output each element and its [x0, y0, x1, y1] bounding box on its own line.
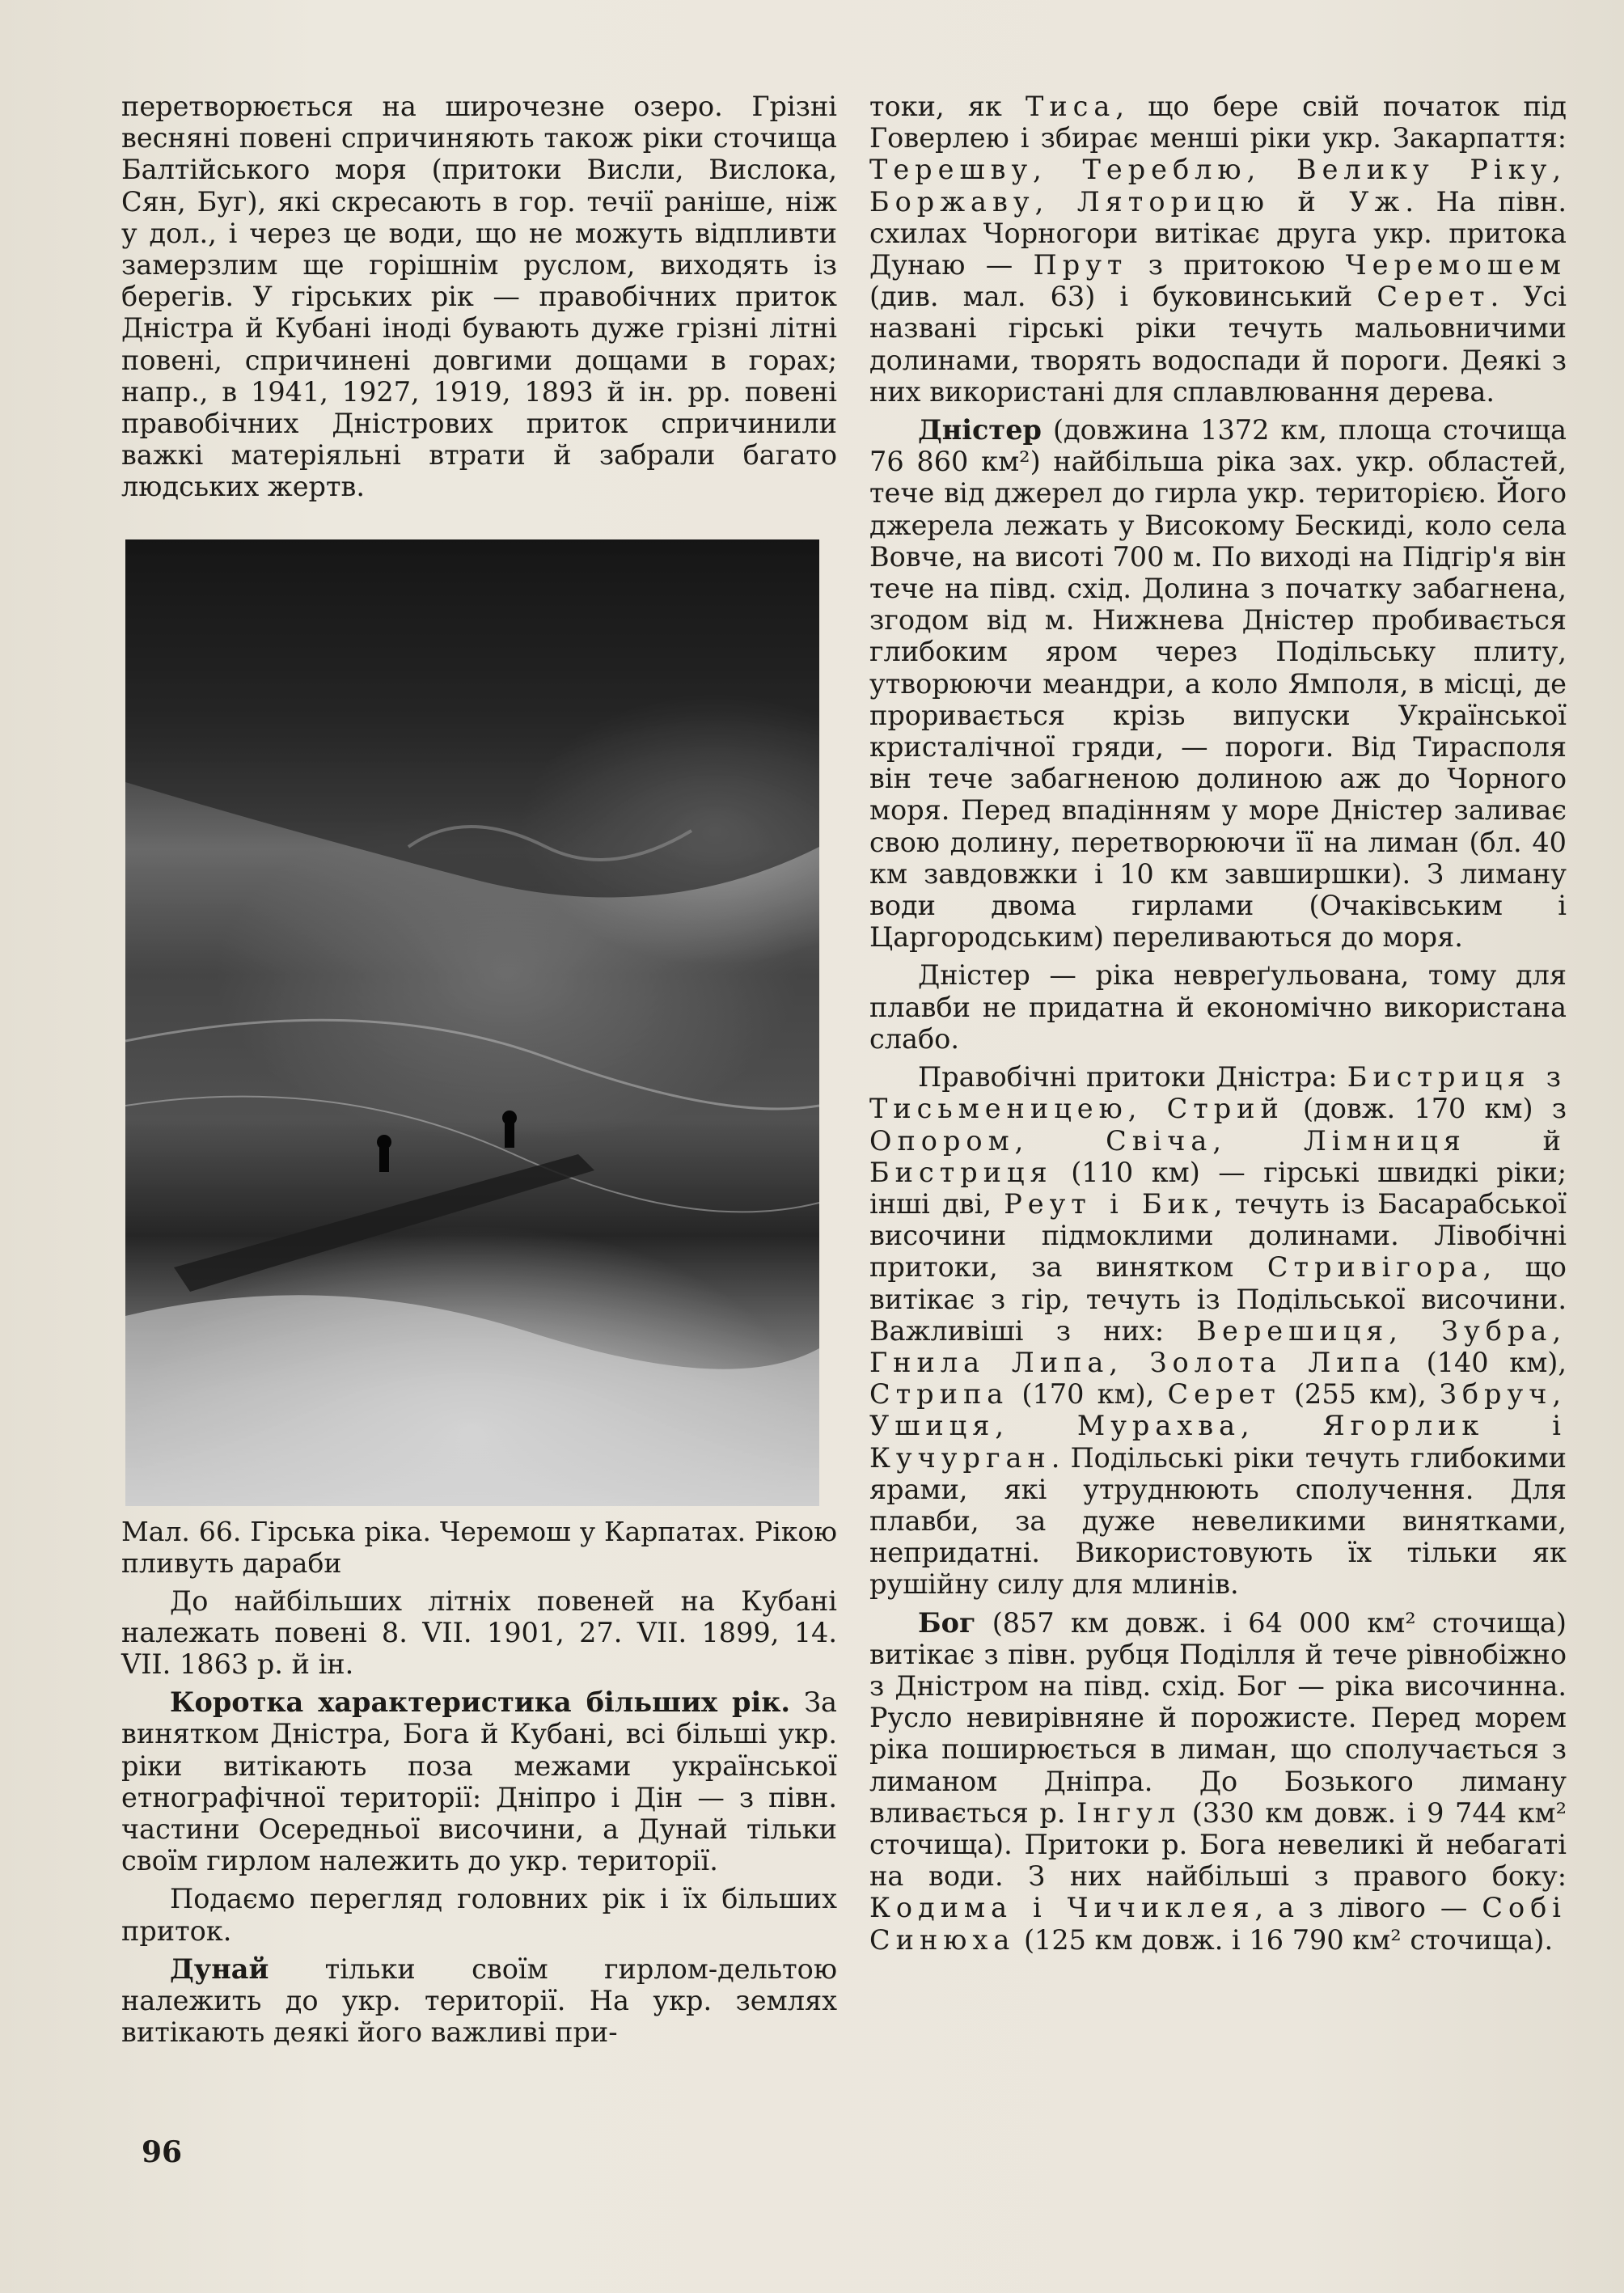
figure-caption: Мал. 66. Гірська ріка. Черемош у Карпатах. Рікою пливуть дараби — [121, 1515, 837, 1579]
paragraph-floods: перетворюється на широчезне озеро. Грізні весняні повені спричиняють також ріки сточища Балтійського моря (притоки Висли, Вислока, Сян, Буг), які скресають в гор. течії раніше, ніж у дол., і через це води, що не можуть відпливти замерзлим ще горішнім руслом, виходять із берегів. У гірських рік — правобічних приток Дністра й Кубані іноді бувають дуже грізні літні повені, спричинені довгими дощами в горах; напр., в 1941, 1927, 1919, 1893 й ін. рр. повені правобічних Дністрових приток спричинили важкі матеріяльні втрати й забрали багато людських жертв. — [121, 91, 837, 503]
left-column — [121, 91, 837, 2048]
dnister-heading: Дністер — [918, 414, 1042, 446]
danube-heading: Дунай — [170, 1952, 269, 1985]
paragraph-danube — [121, 1953, 837, 2049]
paragraph-dnister-tributaries: Правобічні притоки Дністра: Бистриця з Тисьменицею, Стрий (довж. 170 км) з Опором, Свіча, Лімниця й Бистриця (110 км) — гірські швидкі ріки; інші дві, Реут і Бик, течуть із Басарабської височини підмоклими долинами. Лівобічні притоки, за винятком Стривігора, що витікає з гір, течуть із Подільської височини. Важливіші з них: Верешиця, Зубра, Гнила Липа, Золота Липа (140 км), Стрипа (170 км), Серет (255 км), Збруч, Ушиця, Мурахва, Ягорлик і Кучурган. Подільські ріки течуть глибокими ярами, які утруднюють сполучення. Для плавби, за дуже невеликими винятками, непридатні. Використовують їх тільки як рушійну силу для млинів. — [869, 1061, 1567, 1601]
paragraph-kuban-floods: До найбільших літніх повеней на Кубані належать повені 8. VII. 1901, 27. VII. 1899, 14. VII. 1863 р. й ін. — [121, 1584, 837, 1681]
right-column — [869, 91, 1567, 1956]
section-heading: Коротка характеристика більших рік. — [170, 1686, 791, 1719]
page-number: 96 — [142, 2135, 183, 2169]
paragraph-rivers-overview-text: За винятком Дністра, Бога й Кубані, всі більші укр. ріки витікають поза межами української етнографічної території: Дніпро і Дін — з півн. частини Осередньої височини, а Дунай тільки своїм гирлом належить до укр. території. — [121, 1686, 837, 1877]
river-photo — [125, 539, 819, 1506]
paragraph-boh: Бог (857 км довж. і 64 000 км² сточища) витікає з півн. рубця Поділля й тече рівнобіжно з Дністром на півд. схід. Бог — ріка височинна. Русло невирівняне й порожисте. Перед морем ріка поширюється в лиман, що сполучається з лиманом Дніпра. До Бозького лиману вливається р. Інгул (330 км довж. і 9 744 км² сточища). Притоки р. Бога невеликі й небагаті на води. З них найбільші з правого боку: Кодима і Чичиклея, а з лівого — Собі Синюха (125 км довж. і 16 790 км² сточища). — [869, 1606, 1567, 1956]
paragraph-tysa: токи, як Тиса, що бере свій початок під Говерлею і збирає менші ріки укр. Закарпаття: Терешву, Тереблю, Велику Ріку, Боржаву, Ляторицю й Уж. На півн. схилах Чорногори витікає друга укр. притока Дунаю — Прут з притокою Черемошем (див. мал. 63) і буковинський Серет. Усі названі гірські ріки течуть мальовничими долинами, творять водоспади й пороги. Деякі з них використані для сплавлювання дерева. — [869, 91, 1567, 408]
paragraph-review: Подаємо перегляд головних рік і їх більших приток. — [121, 1883, 837, 1947]
river-photo-illustration — [125, 539, 819, 1506]
paragraph-rivers-overview — [121, 1686, 837, 1876]
boh-heading: Бог — [918, 1606, 976, 1639]
paragraph-danube-text: тільки своїм гирлом-дельтою належить до укр. території. На укр. землях витікають деякі його важливі при- — [121, 1952, 837, 2049]
paragraph-dnister-navigation: Дністер — ріка невреґульована, тому для плавби не придатна й економічно використана слабо. — [869, 959, 1567, 1055]
paragraph-dnister: Дністер (довжина 1372 км, площа сточища 76 860 км²) найбільша ріка зах. укр. областей, тече від джерел до гирла укр. територією. Його джерела лежать у Високому Бескиді, коло села Вовче, на висоті 700 м. По виході на Підгір'я він тече на півд. схід. Долина з початку забагнена, згодом від м. Нижнева Дністер пробивається глибоким яром через Подільську плиту, утворюючи меандри, а коло Ямполя, в місці, де проривається крізь випуски Української кристалічної гряди, — пороги. Від Тирасполя він тече забагненою долиною аж до Чорного моря. Перед впадінням у море Дністер заливає свою долину, перетворюючи її на лиман (бл. 40 км завдовжки і 10 км завширшки). З лиману води двома гирлами (Очаківським і Царгородським) переливаються до моря. — [869, 414, 1567, 954]
